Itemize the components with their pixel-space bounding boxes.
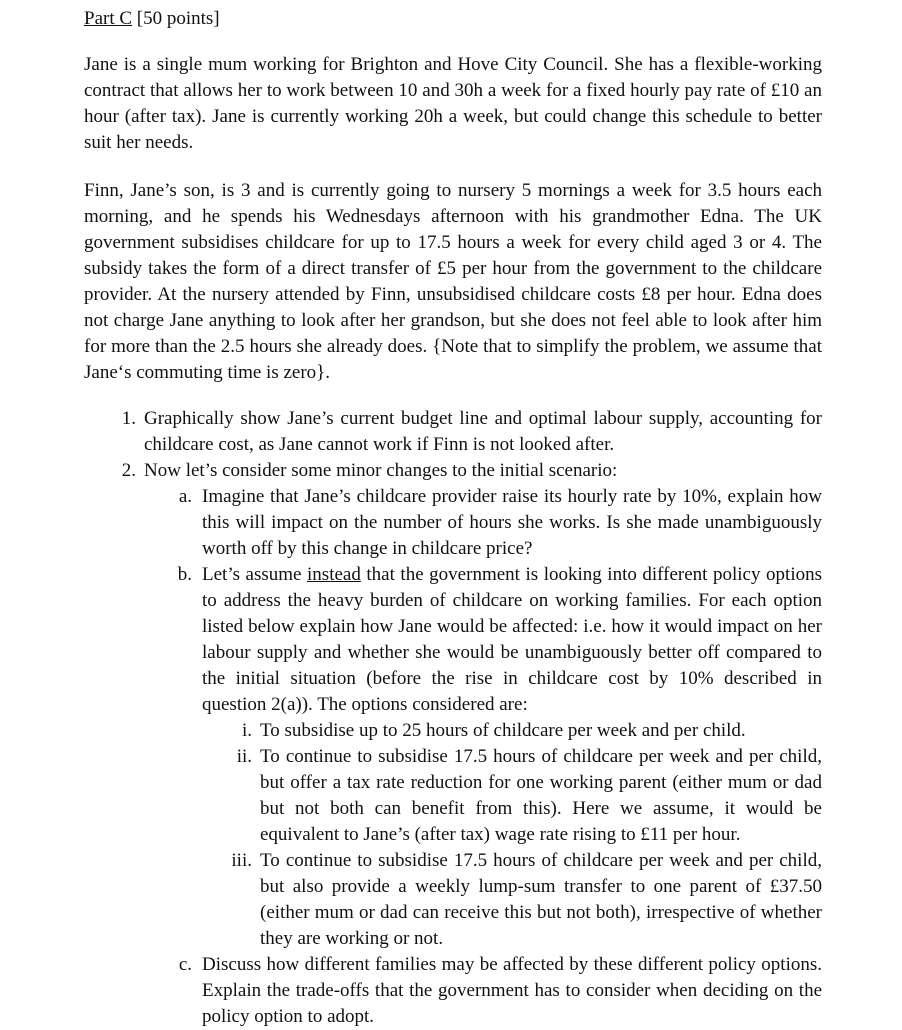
question-1 bbox=[84, 406, 822, 458]
question-1-marker: 1. bbox=[121, 408, 136, 429]
question-2c-text: Discuss how different families may be affected by these different policy options. Explain the trade-offs that the government has to consider when deciding on the policy option to adopt. bbox=[202, 954, 822, 1027]
option-i-text: To subsidise up to 25 hours of childcare per week and per child. bbox=[260, 720, 746, 741]
question-1-text: Graphically show Jane’s current budget line and optimal labour supply, accounting for childcare cost, as Jane cannot work if Finn is not looked after. bbox=[144, 408, 822, 455]
section-heading bbox=[84, 6, 822, 32]
option-iii-marker: iii. bbox=[231, 850, 252, 871]
question-2c bbox=[84, 952, 822, 1030]
question-2b bbox=[84, 562, 822, 718]
question-2-text: Now let’s consider some minor changes to the initial scenario: bbox=[144, 460, 618, 481]
question-2a-text: Imagine that Jane’s childcare provider raise its hourly rate by 10%, explain how this will impact on the number of hours she works. Is she made unambiguously worth off by this change in childcare price? bbox=[202, 486, 822, 559]
question-2b-marker: b. bbox=[177, 564, 192, 585]
question-2c-marker: c. bbox=[178, 954, 192, 975]
question-2-marker: 2. bbox=[121, 460, 136, 481]
document-page bbox=[84, 6, 822, 1030]
option-ii-marker: ii. bbox=[236, 746, 252, 767]
option-iii-text: To continue to subsidise 17.5 hours of childcare per week and per child, but also provide a weekly lump-sum transfer to one parent of £37.50 (either mum or dad can receive this but not both), irrespective of whether they are working or not. bbox=[260, 850, 822, 949]
question-2b-emphasis: instead bbox=[307, 564, 361, 585]
question-2 bbox=[84, 458, 822, 484]
intro-paragraph-1: Jane is a single mum working for Brighton and Hove City Council. She has a flexible-working contract that allows her to work between 10 and 30h a week for a fixed hourly pay rate of £10 an hour (after tax). Jane is currently working 20h a week, but could change this schedule to better suit her needs. bbox=[84, 54, 822, 153]
question-2a-marker: a. bbox=[178, 486, 192, 507]
option-ii bbox=[84, 744, 822, 848]
option-i-marker: i. bbox=[241, 720, 252, 741]
question-2b-text-before: Let’s assume bbox=[202, 564, 308, 585]
question-2a bbox=[84, 484, 822, 562]
intro-paragraph-2: Finn, Jane’s son, is 3 and is currently going to nursery 5 mornings a week for 3.5 hours each morning, and he spends his Wednesdays afternoon with his grandmother Edna. The UK government subsidises childcare for up to 17.5 hours a week for every child aged 3 or 4. The subsidy takes the form of a direct transfer of £5 per hour from the government to the childcare provider. At the nursery attended by Finn, unsubsidised childcare costs £8 per hour. Edna does not charge Jane anything to look after her grandson, but she does not feel able to look after him for more than the 2.5 hours she already does. {Note that to simplify the problem, we assume that Jane‘s commuting time is zero}. bbox=[84, 180, 822, 383]
section-title: Part C bbox=[84, 8, 133, 29]
option-i bbox=[84, 718, 822, 744]
section-points: [50 points] bbox=[132, 8, 220, 29]
option-iii bbox=[84, 848, 822, 952]
option-ii-text: To continue to subsidise 17.5 hours of childcare per week and per child, but offer a tax rate reduction for one working parent (either mum or dad but not both can benefit from this). Here we assume, it would be equivalent to Jane’s (after tax) wage rate rising to £11 per hour. bbox=[260, 746, 822, 845]
question-2b-text-after: that the government is looking into different policy options to address the heavy burden of childcare on working families. For each option listed below explain how Jane would be affected: i.e. how it would impact on her labour supply and whether she would be unambiguously better off compared to the initial situation (before the rise in childcare cost by 10% described in question 2(a)). The options considered are: bbox=[202, 564, 822, 715]
